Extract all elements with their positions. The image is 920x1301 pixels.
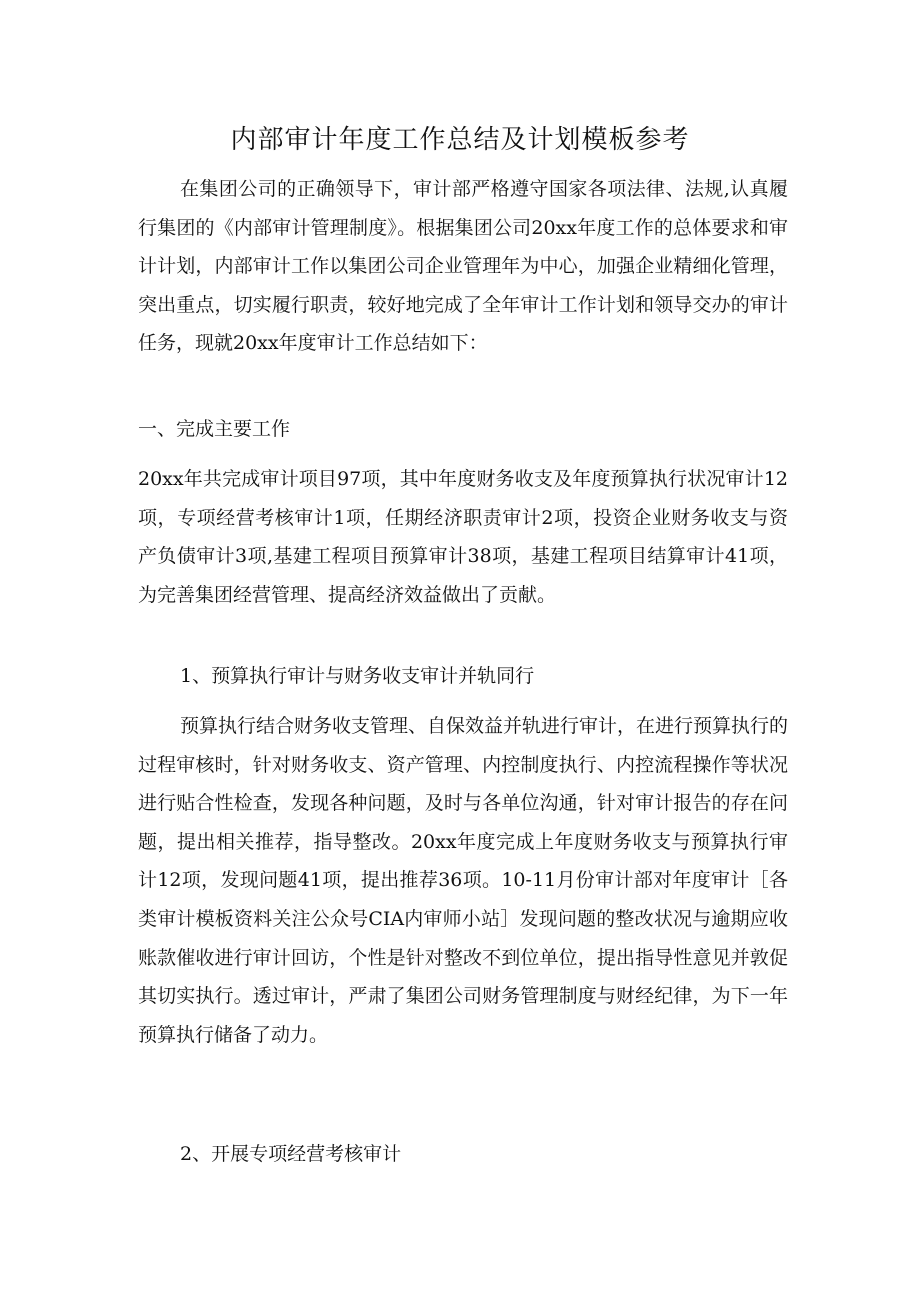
section-heading-main-work xyxy=(138,410,788,449)
budget-audit-text: 预算执行结合财务收支管理、自保效益并轨进行审计，在进行预算执行的过程审核时，针对财务收支、资产管理、内控制度执行、内控流程操作等状况进行贴合性检查，发现各种问题，及时与各单位沟通，针对审计报告的存在问题，提出相关推荐，指导整改。20xx年度完成上年度财务收支与预算执行审计12项，发现问题41项，提出推荐36项。10-11月份审计部对年度审计［各类审计模板资料关注公众号CIA内审师小站］发现问题的整改状况与逾期应收账款催收进行审计回访，个性是针对整改不到位单位，提出指导性意见并敦促其切实执行。透过审计，严肃了集团公司财务管理制度与财经纪律，为下一年预算执行储备了动力。 xyxy=(138,715,789,1046)
main-work-paragraph xyxy=(138,460,788,614)
subsection-heading-budget-audit xyxy=(138,657,830,696)
document-title: 内部审计年度工作总结及计划模板参考 xyxy=(230,125,690,155)
subsection-heading-special-audit xyxy=(138,1135,830,1174)
budget-audit-paragraph xyxy=(138,707,788,1054)
section-heading-text: 一、完成主要工作 xyxy=(138,418,291,440)
main-work-text: 20xx年共完成审计项目97项，其中年度财务收支及年度预算执行状况审计12项，专项经营考核审计1项，任期经济职责审计2项，投资企业财务收支与资产负债审计3项,基建工程项目预算审计38项，基建工程项目结算审计41项，为完善集团经营管理、提高经济效益做出了贡献。 xyxy=(138,468,788,606)
subsection-heading-text: 1、预算执行审计与财务收支审计并轨同行 xyxy=(180,665,535,687)
intro-text: 在集团公司的正确领导下，审计部严格遵守国家各项法律、法规,认真履行集团的《内部审计管理制度》。根据集团公司20xx年度工作的总体要求和审计计划，内部审计工作以集团公司企业管理年为中心，加强企业精细化管理，突出重点，切实履行职责，较好地完成了全年审计工作计划和领导交办的审计任务，现就20xx年度审计工作总结如下： xyxy=(138,178,788,355)
intro-paragraph xyxy=(138,170,788,363)
subsection-heading-text: 2、开展专项经营考核审计 xyxy=(180,1143,402,1165)
